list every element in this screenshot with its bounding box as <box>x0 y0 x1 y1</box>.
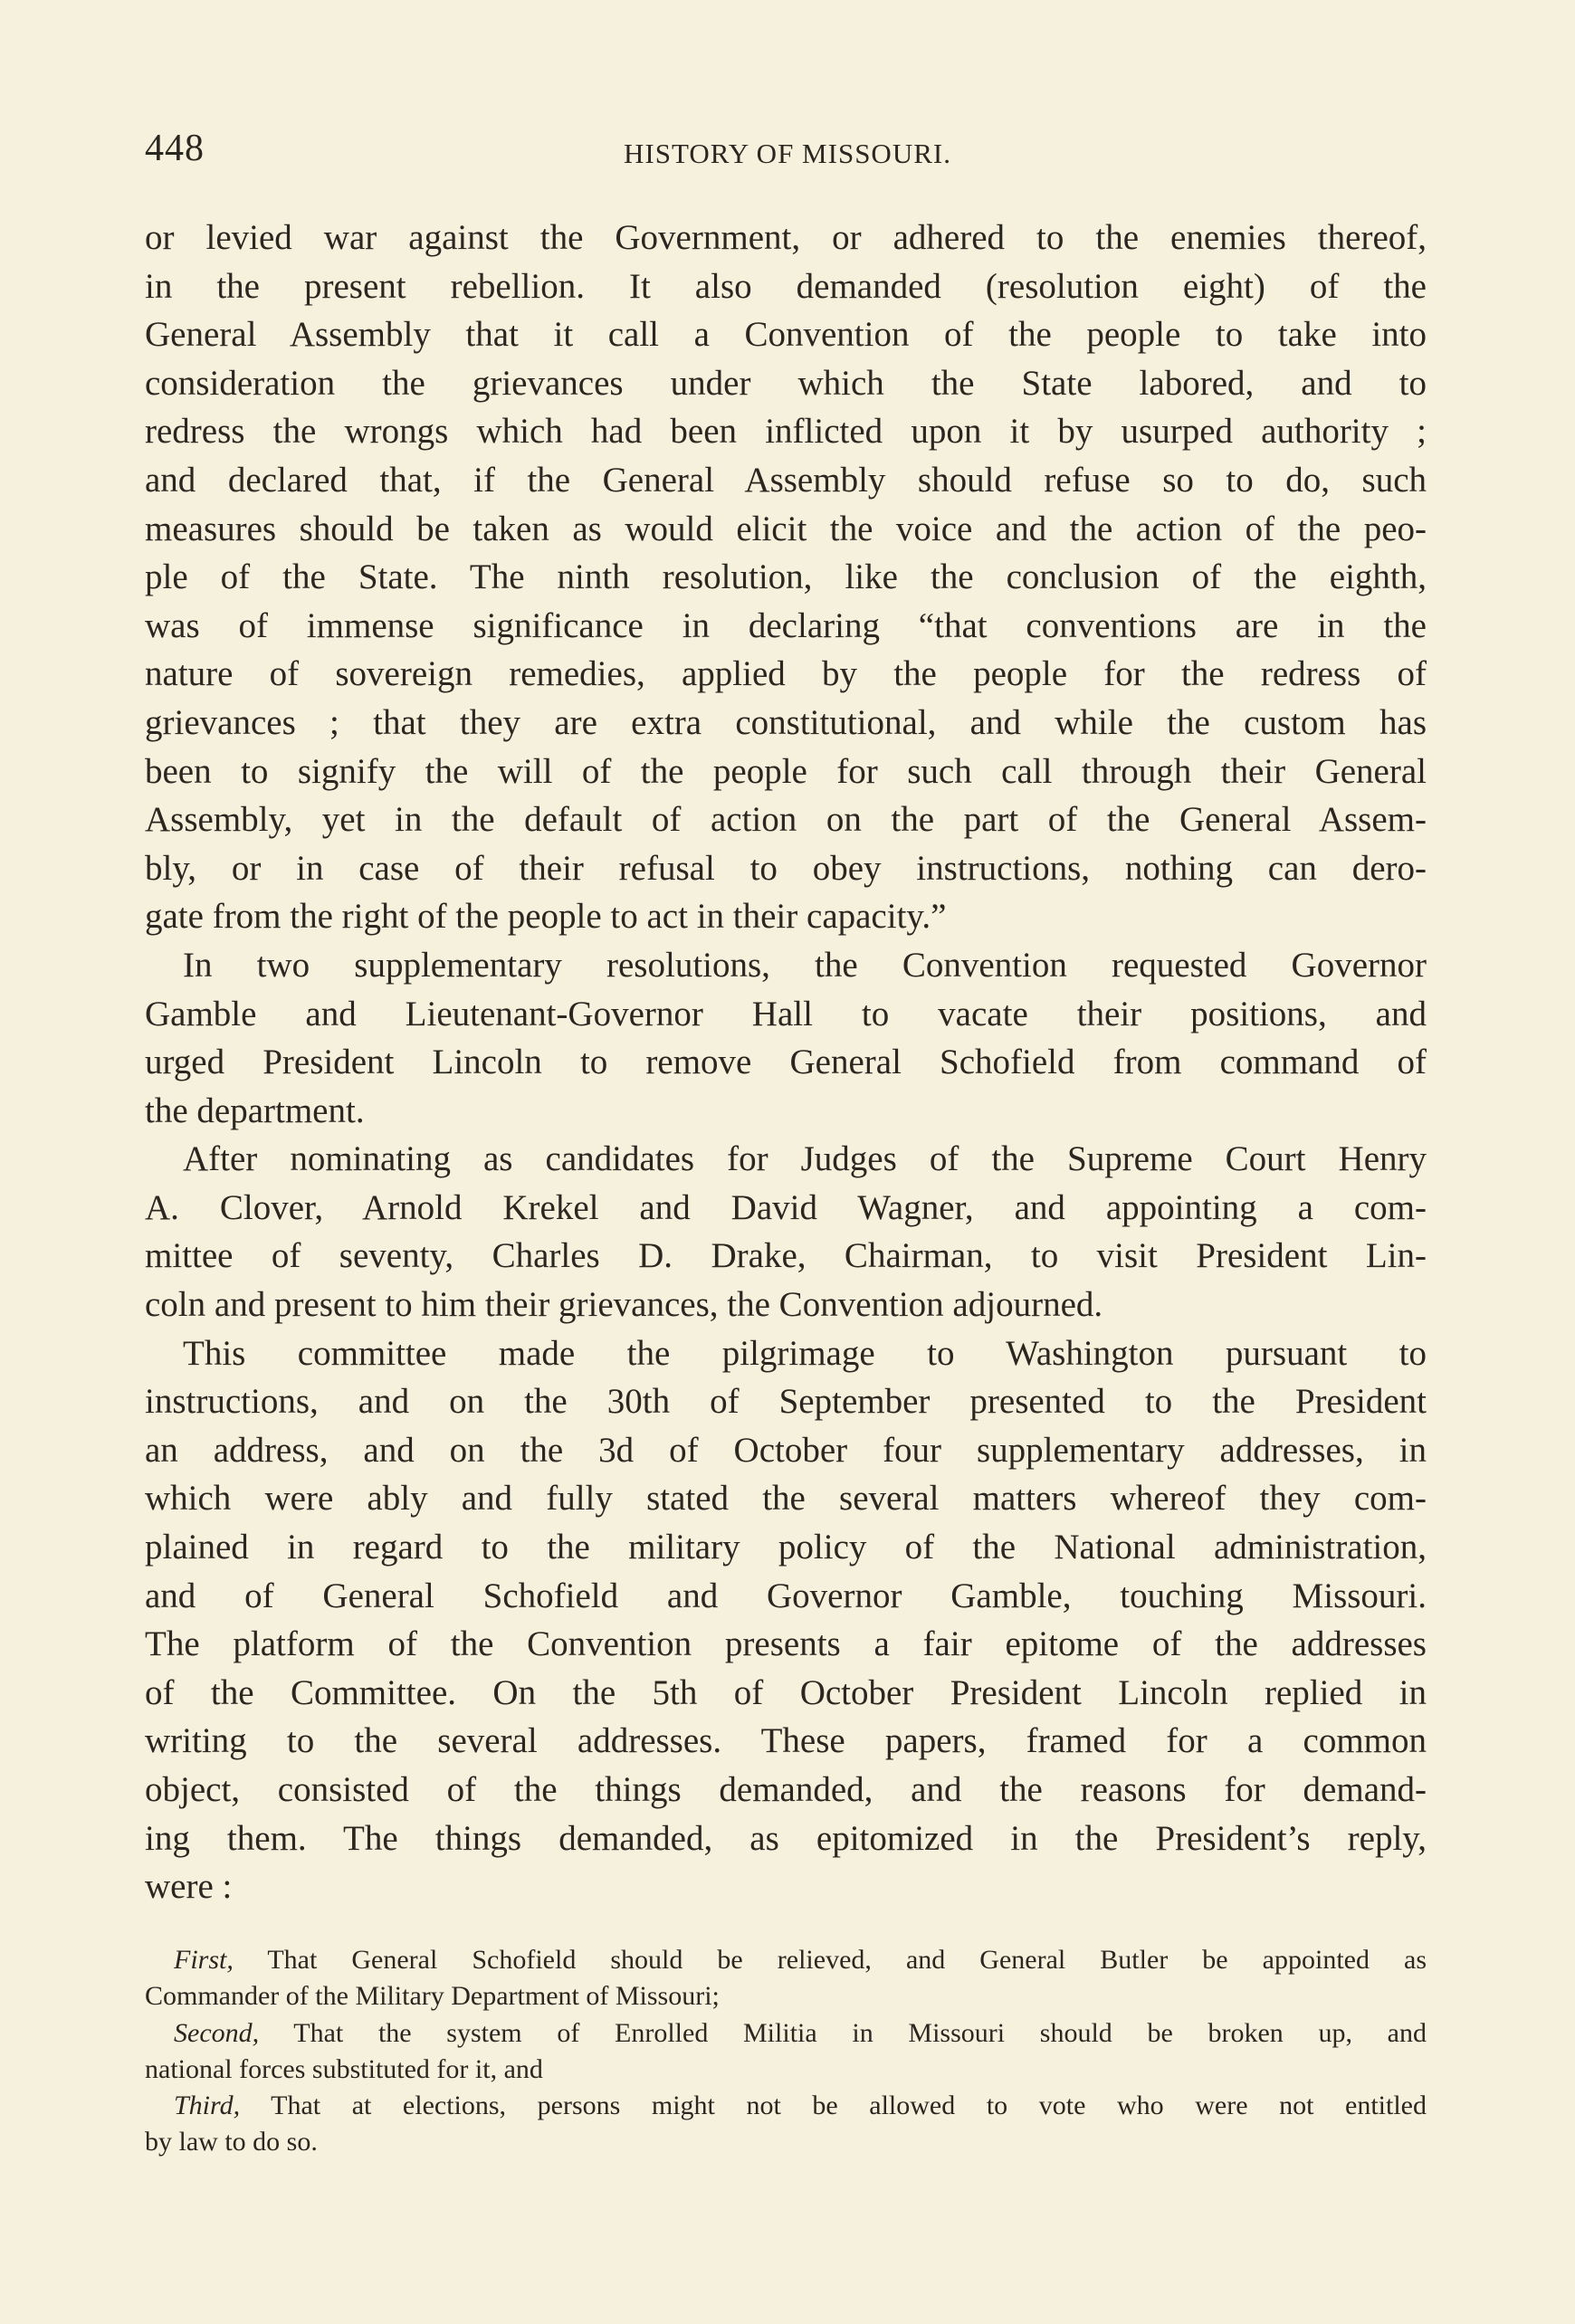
line-text: was of immense significance in declaring “that conventions are in the <box>145 605 1427 645</box>
text-line <box>145 505 1427 554</box>
line-text: coln and present to him their grievances, the Convention adjourned. <box>145 1285 1103 1325</box>
line-text: an address, and on the 3d of October four supplementary addresses, in <box>145 1430 1427 1470</box>
text-line <box>145 262 1427 311</box>
line-text: That General Schofield should be relieved, and General Butler be appointed as <box>233 1945 1427 1975</box>
item-ordinal: Second, <box>174 2017 260 2048</box>
text-line <box>145 1329 1427 1378</box>
text-line <box>145 941 1427 990</box>
line-text: which were ably and fully stated the several matters whereof they com- <box>145 1479 1427 1519</box>
text-line <box>145 1377 1427 1426</box>
line-text: grievances ; that they are extra constitutional, and while the custom has <box>145 702 1427 742</box>
demand-line <box>145 1942 1427 1978</box>
line-text: ing them. The things demanded, as epitomized in the President’s reply, <box>145 1818 1427 1858</box>
text-line <box>145 1087 1427 1136</box>
demand-line <box>145 2088 1427 2124</box>
text-line <box>145 214 1427 262</box>
line-text: Commander of the Military Department of Missouri; <box>145 1981 720 2012</box>
line-text: That the system of Enrolled Militia in Missouri should be broken up, and <box>259 2017 1427 2048</box>
demand-line <box>145 2124 1427 2160</box>
text-line <box>145 1572 1427 1621</box>
line-text: After nominating as candidates for Judges of the Supreme Court Henry <box>183 1139 1427 1179</box>
text-line <box>145 795 1427 844</box>
line-text: Assembly, yet in the default of action on the part of the General Assem- <box>145 800 1427 840</box>
text-line <box>145 1620 1427 1669</box>
text-line <box>145 990 1427 1039</box>
text-line <box>145 892 1427 941</box>
text-line <box>145 844 1427 893</box>
line-text: This committee made the pilgrimage to Washington pursuant to <box>183 1333 1427 1373</box>
line-text: by law to do so. <box>145 2127 318 2157</box>
line-text: the department. <box>145 1091 365 1130</box>
text-line <box>145 1717 1427 1766</box>
line-text: in the present rebellion. It also demanded (resolution eight) of the <box>145 266 1427 306</box>
line-text: writing to the several addresses. These papers, framed for a common <box>145 1721 1427 1761</box>
demand-line <box>145 1978 1427 2014</box>
line-text: been to signify the will of the people for such call through their General <box>145 751 1427 791</box>
text-line <box>145 748 1427 796</box>
text-line <box>145 310 1427 359</box>
line-text: The platform of the Convention presents a fair epitome of the addresses <box>145 1624 1427 1664</box>
text-line <box>145 699 1427 748</box>
line-text: were : <box>145 1867 233 1907</box>
text-line <box>145 1038 1427 1087</box>
text-line <box>145 1669 1427 1718</box>
text-line <box>145 1814 1427 1863</box>
text-line <box>145 1862 1427 1911</box>
line-text: nature of sovereign remedies, applied by the people for the redress of <box>145 654 1427 694</box>
text-line <box>145 1232 1427 1281</box>
text-line <box>145 1523 1427 1572</box>
text-line <box>145 1426 1427 1475</box>
body-text <box>145 214 1427 1911</box>
line-text: A. Clover, Arnold Krekel and David Wagner, and appointing a com- <box>145 1187 1427 1227</box>
text-line <box>145 1766 1427 1814</box>
line-text: or levied war against the Government, or adhered to the enemies thereof, <box>145 218 1427 257</box>
line-text: instructions, and on the 30th of September presented to the President <box>145 1382 1427 1422</box>
line-text: consideration the grievances under which the State labored, and to <box>145 363 1427 403</box>
line-text: national forces substituted for it, and <box>145 2053 543 2084</box>
running-title: HISTORY OF MISSOURI. <box>624 138 951 169</box>
demand-line <box>145 2015 1427 2052</box>
demand-line <box>145 2052 1427 2088</box>
line-text: bly, or in case of their refusal to obey instructions, nothing can dero- <box>145 848 1427 888</box>
text-line <box>145 553 1427 602</box>
line-text: ple of the State. The ninth resolution, like the conclusion of the eighth, <box>145 557 1427 597</box>
item-ordinal: Third, <box>174 2091 241 2121</box>
text-line <box>145 1281 1427 1329</box>
text-line <box>145 602 1427 651</box>
line-text: measures should be taken as would elicit the voice and the action of the peo- <box>145 509 1427 548</box>
text-line <box>145 456 1427 505</box>
text-line <box>145 1184 1427 1233</box>
text-line <box>145 650 1427 699</box>
line-text: urged President Lincoln to remove General Schofield from command of <box>145 1043 1427 1082</box>
line-text: and of General Schofield and Governor Gamble, touching Missouri. <box>145 1576 1427 1615</box>
text-line <box>145 359 1427 408</box>
line-text: Gamble and Lieutenant-Governor Hall to vacate their positions, and <box>145 994 1427 1033</box>
demands-list <box>145 1942 1427 2161</box>
text-line <box>145 1474 1427 1523</box>
line-text: mittee of seventy, Charles D. Drake, Chairman, to visit President Lin- <box>145 1236 1427 1276</box>
line-text: That at elections, persons might not be allowed to vote who were not entitled <box>240 2091 1427 2121</box>
line-text: object, consisted of the things demanded, and the reasons for demand- <box>145 1770 1427 1809</box>
line-text: plained in regard to the military policy of the National administration, <box>145 1528 1427 1567</box>
line-text: of the Committee. On the 5th of October President Lincoln replied in <box>145 1672 1427 1712</box>
item-ordinal: First, <box>174 1945 234 1975</box>
line-text: and declared that, if the General Assembly should refuse so to do, such <box>145 460 1427 500</box>
line-text: gate from the right of the people to act in their capacity.” <box>145 897 947 937</box>
page-number: 448 <box>145 128 205 169</box>
line-text: General Assembly that it call a Convention of the people to take into <box>145 315 1427 355</box>
text-line <box>145 1135 1427 1184</box>
text-line <box>145 407 1427 456</box>
line-text: In two supplementary resolutions, the Convention requested Governor <box>183 945 1427 985</box>
line-text: redress the wrongs which had been inflicted upon it by usurped authority ; <box>145 412 1427 452</box>
